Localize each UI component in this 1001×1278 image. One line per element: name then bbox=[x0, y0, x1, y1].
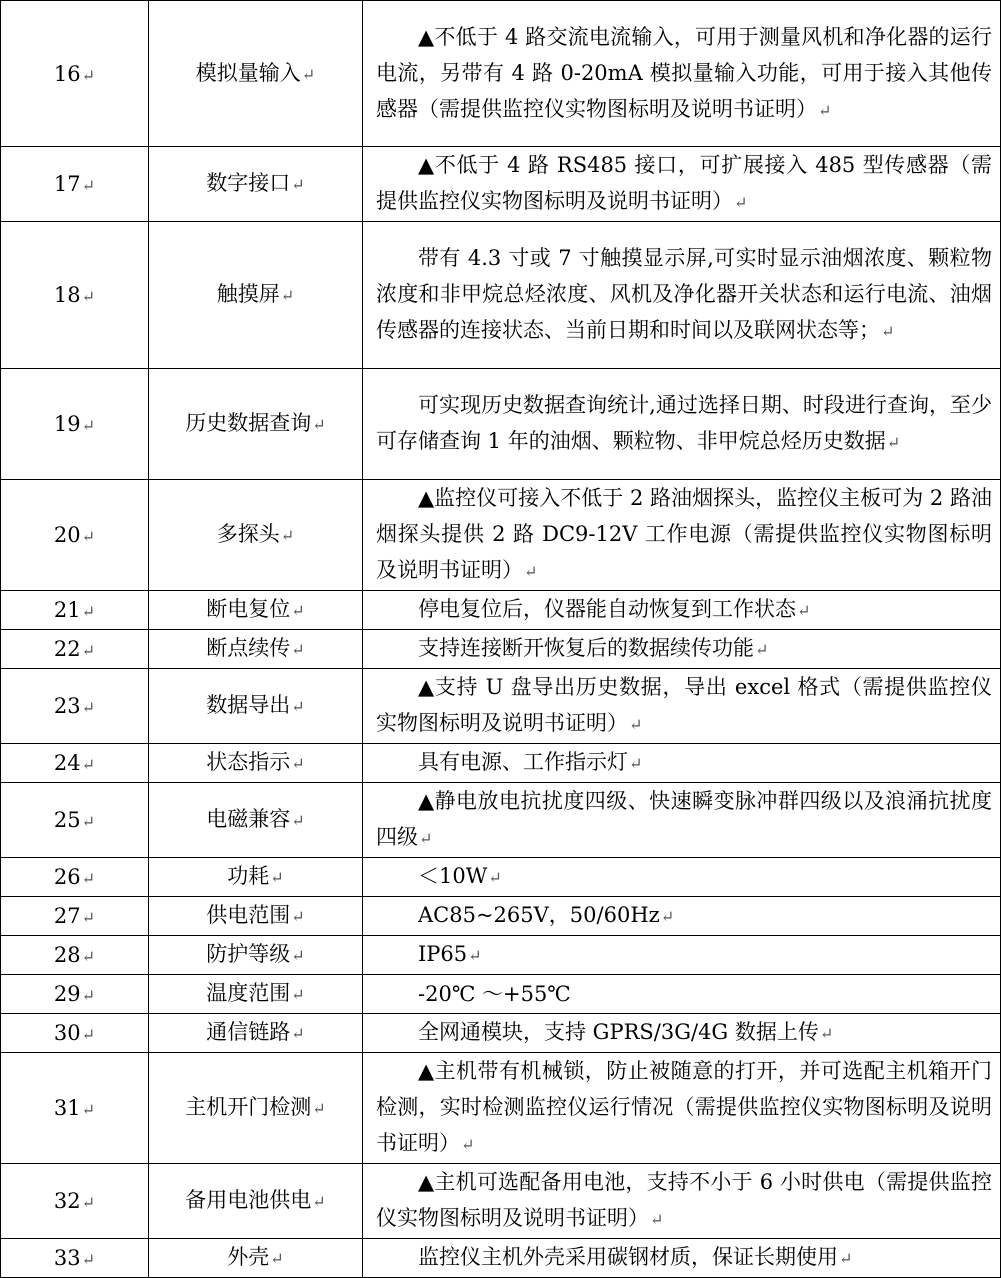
param-desc: ▲主机可选配备用电池，支持不小于 6 小时供电（需提供监控仪实物图标明及说明书证明） ↵ bbox=[363, 1164, 1001, 1239]
param-desc: 停电复位后，仪器能自动恢复到工作状态 ↵ bbox=[363, 591, 1001, 630]
param-desc: 具有电源、工作指示灯 ↵ bbox=[363, 744, 1001, 783]
row-number: 16 ↵ bbox=[1, 1, 149, 147]
row-number: 20 ↵ bbox=[1, 480, 149, 591]
table-row bbox=[1, 858, 1001, 897]
param-desc: 支持连接断开恢复后的数据续传功能 ↵ bbox=[363, 630, 1001, 669]
param-desc: 监控仪主机外壳采用碳钢材质，保证长期使用 ↵ bbox=[363, 1239, 1001, 1278]
param-name: 温度范围 ↵ bbox=[149, 975, 363, 1014]
table-row bbox=[1, 1164, 1001, 1239]
param-desc: AC85~265V，50/60Hz ↵ bbox=[363, 897, 1001, 936]
row-number: 23 ↵ bbox=[1, 669, 149, 744]
row-number: 32 ↵ bbox=[1, 1164, 149, 1239]
param-name: 数据导出 ↵ bbox=[149, 669, 363, 744]
param-desc: ▲支持 U 盘导出历史数据，导出 excel 格式（需提供监控仪实物图标明及说明书证明） ↵ bbox=[363, 669, 1001, 744]
row-number: 18 ↵ bbox=[1, 222, 149, 369]
param-desc: IP65 ↵ bbox=[363, 936, 1001, 975]
param-name: 多探头 ↵ bbox=[149, 480, 363, 591]
param-name: 历史数据查询 ↵ bbox=[149, 369, 363, 480]
param-name: 供电范围 ↵ bbox=[149, 897, 363, 936]
param-name: 断电复位 ↵ bbox=[149, 591, 363, 630]
param-name: 通信链路 ↵ bbox=[149, 1014, 363, 1053]
table-row bbox=[1, 630, 1001, 669]
param-desc: ▲静电放电抗扰度四级、快速瞬变脉冲群四级以及浪涌抗扰度四级 ↵ bbox=[363, 783, 1001, 858]
param-name: 断点续传 ↵ bbox=[149, 630, 363, 669]
param-desc: 全网通模块，支持 GPRS/3G/4G 数据上传 ↵ bbox=[363, 1014, 1001, 1053]
param-desc: ▲主机带有机械锁，防止被随意的打开，并可选配主机箱开门检测，实时检测监控仪运行情况（需提供监控仪实物图标明及说明书证明） ↵ bbox=[363, 1053, 1001, 1164]
table-row bbox=[1, 369, 1001, 480]
param-desc: ＜10W ↵ bbox=[363, 858, 1001, 897]
param-desc: 带有 4.3 寸或 7 寸触摸显示屏,可实时显示油烟浓度、颗粒物浓度和非甲烷总烃浓度、风机及净化器开关状态和运行电流、油烟传感器的连接状态、当前日期和时间以及联网状态等； ↵ bbox=[363, 222, 1001, 369]
table-row bbox=[1, 897, 1001, 936]
row-number: 27 ↵ bbox=[1, 897, 149, 936]
param-name: 状态指示 ↵ bbox=[149, 744, 363, 783]
row-number: 22 ↵ bbox=[1, 630, 149, 669]
table-row bbox=[1, 1014, 1001, 1053]
param-desc: 可实现历史数据查询统计,通过选择日期、时段进行查询，至少可存储查询 1 年的油烟、颗粒物、非甲烷总烃历史数据 ↵ bbox=[363, 369, 1001, 480]
row-number: 33 ↵ bbox=[1, 1239, 149, 1278]
row-number: 29 ↵ bbox=[1, 975, 149, 1014]
row-number: 17 ↵ bbox=[1, 147, 149, 222]
param-desc: ▲不低于 4 路交流电流输入，可用于测量风机和净化器的运行电流，另带有 4 路 0-20mA 模拟量输入功能，可用于接入其他传感器（需提供监控仪实物图标明及说明书证明） ↵ bbox=[363, 1, 1001, 147]
row-number: 31 ↵ bbox=[1, 1053, 149, 1164]
param-name: 防护等级 ↵ bbox=[149, 936, 363, 975]
param-desc: -20℃ ～+55℃ bbox=[363, 975, 1001, 1014]
param-name: 模拟量输入 ↵ bbox=[149, 1, 363, 147]
param-name: 功耗 ↵ bbox=[149, 858, 363, 897]
row-number: 28 ↵ bbox=[1, 936, 149, 975]
table-row bbox=[1, 975, 1001, 1014]
table-row bbox=[1, 936, 1001, 975]
param-name: 数字接口 ↵ bbox=[149, 147, 363, 222]
table-row bbox=[1, 783, 1001, 858]
table-row bbox=[1, 591, 1001, 630]
table-row bbox=[1, 147, 1001, 222]
table-row bbox=[1, 1053, 1001, 1164]
row-number: 24 ↵ bbox=[1, 744, 149, 783]
param-name: 主机开门检测 ↵ bbox=[149, 1053, 363, 1164]
param-desc: ▲监控仪可接入不低于 2 路油烟探头，监控仪主板可为 2 路油烟探头提供 2 路 DC9-12V 工作电源（需提供监控仪实物图标明及说明书证明） ↵ bbox=[363, 480, 1001, 591]
table-row bbox=[1, 222, 1001, 369]
param-name: 触摸屏 ↵ bbox=[149, 222, 363, 369]
param-name: 备用电池供电 ↵ bbox=[149, 1164, 363, 1239]
table-row bbox=[1, 1239, 1001, 1278]
row-number: 25 ↵ bbox=[1, 783, 149, 858]
row-number: 19 ↵ bbox=[1, 369, 149, 480]
row-number: 26 ↵ bbox=[1, 858, 149, 897]
table-row bbox=[1, 744, 1001, 783]
table-row bbox=[1, 1, 1001, 147]
row-number: 21 ↵ bbox=[1, 591, 149, 630]
param-desc: ▲不低于 4 路 RS485 接口，可扩展接入 485 型传感器（需提供监控仪实物图标明及说明书证明） ↵ bbox=[363, 147, 1001, 222]
table-row bbox=[1, 480, 1001, 591]
row-number: 30 ↵ bbox=[1, 1014, 149, 1053]
table-row bbox=[1, 669, 1001, 744]
param-name: 外壳 ↵ bbox=[149, 1239, 363, 1278]
param-name: 电磁兼容 ↵ bbox=[149, 783, 363, 858]
